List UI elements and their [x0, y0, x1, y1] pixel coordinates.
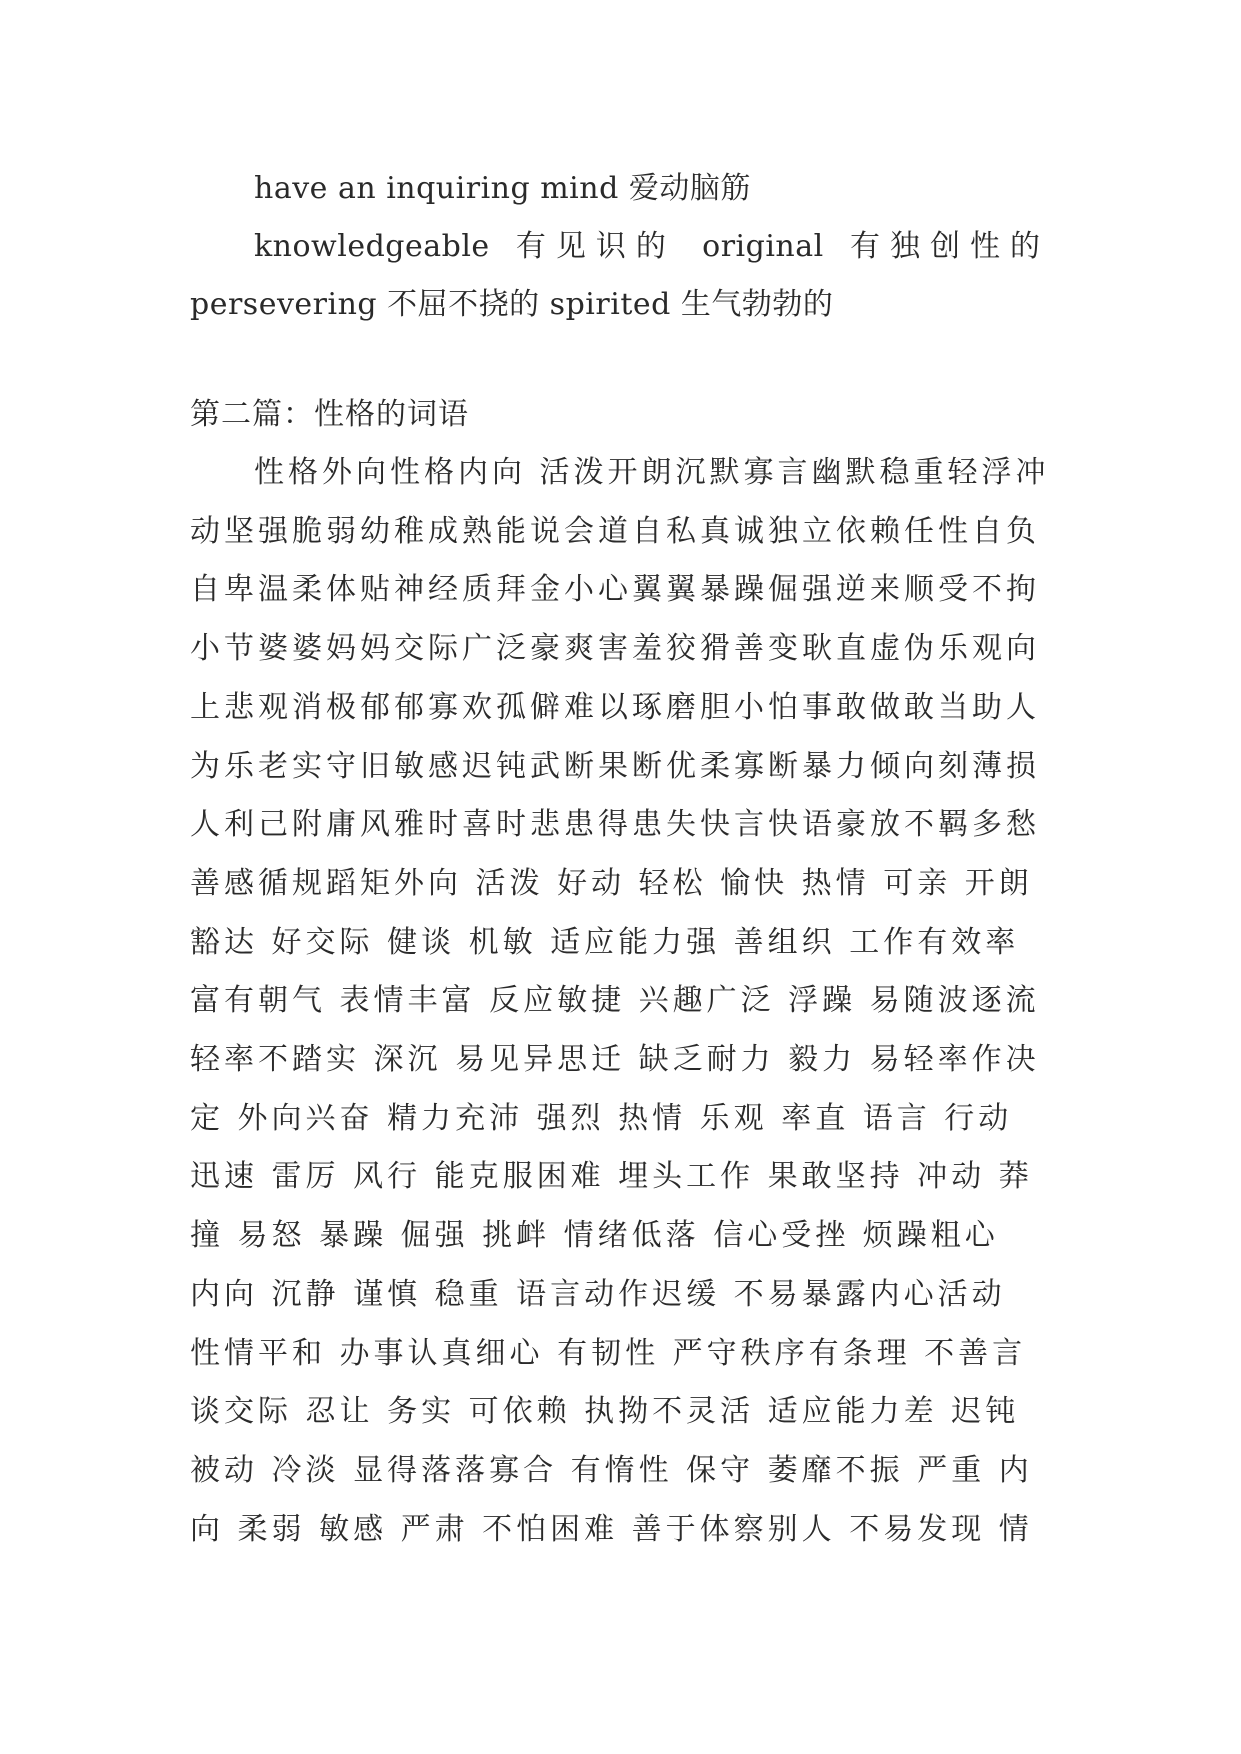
body-line: 定 外向兴奋 精力充沛 强烈 热情 乐观 率直 语言 行动	[190, 1100, 1013, 1136]
document-page	[190, 160, 1050, 1559]
body-line: 性情平和 办事认真细心 有韧性 严守秩序有条理 不善言	[190, 1335, 1027, 1371]
body-line: 自卑温柔体贴神经质拜金小心翼翼暴躁倔强逆来顺受不拘	[190, 572, 1040, 608]
body-line: 性格外向性格内向 活泼开朗沉默寡言幽默稳重轻浮冲	[254, 455, 1050, 490]
body-line: 善感循规蹈矩外向 活泼 好动 轻松 愉快 热情 可亲 开朗	[190, 865, 1033, 901]
body-line: 谈交际 忍让 务实 可依赖 执拗不灵活 适应能力差 迟钝	[190, 1394, 1020, 1430]
body-line: 动坚强脆弱幼稚成熟能说会道自私真诚独立依赖任性自负	[190, 513, 1040, 549]
body-line: 迅速 雷厉 风行 能克服困难 埋头工作 果敢坚持 冲动 莽	[190, 1159, 1033, 1195]
body-line: 轻率不踏实 深沉 易见异思迁 缺乏耐力 毅力 易轻率作决	[190, 1042, 1040, 1078]
body-line: 人利己附庸风雅时喜时悲患得患失快言快语豪放不羁多愁	[190, 807, 1040, 843]
body-line: 内向 沉静 谨慎 稳重 语言动作迟缓 不易暴露内心活动	[190, 1276, 1006, 1312]
body-line: 豁达 好交际 健谈 机敏 适应能力强 善组织 工作有效率	[190, 924, 1020, 960]
body-line: 被动 冷淡 显得落落寡合 有惰性 保守 萎靡不振 严重 内	[190, 1452, 1033, 1488]
body-line: 上悲观消极郁郁寡欢孤僻难以琢磨胆小怕事敢做敢当助人	[190, 689, 1040, 725]
body-line: 向 柔弱 敏感 严肃 不怕困难 善于体察别人 不易发现 情	[190, 1511, 1033, 1547]
intro-line-3: persevering 不屈不挠的 spirited 生气勃勃的	[190, 287, 834, 322]
body-line: 富有朝气 表情丰富 反应敏捷 兴趣广泛 浮躁 易随波逐流	[190, 983, 1040, 1019]
intro-word: 有独创性的	[849, 229, 1050, 264]
intro-word: knowledgeable	[254, 229, 490, 264]
body-line: 撞 易怒 暴躁 倔强 挑衅 情绪低落 信心受挫 烦躁粗心	[190, 1218, 999, 1254]
intro-word: original	[702, 229, 824, 264]
body-line: 为乐老实守旧敏感迟钝武断果断优柔寡断暴力倾向刻薄损	[190, 748, 1040, 784]
intro-line-2	[190, 218, 1050, 276]
intro-word: 有见识的	[515, 229, 676, 264]
body-line: 小节婆婆妈妈交际广泛豪爽害羞狡猾善变耿直虚伪乐观向	[190, 631, 1040, 667]
section-body	[190, 444, 1050, 1559]
section-title: 第二篇：性格的词语	[190, 397, 469, 432]
intro-line-1: have an inquiring mind 爱动脑筋	[254, 171, 751, 206]
